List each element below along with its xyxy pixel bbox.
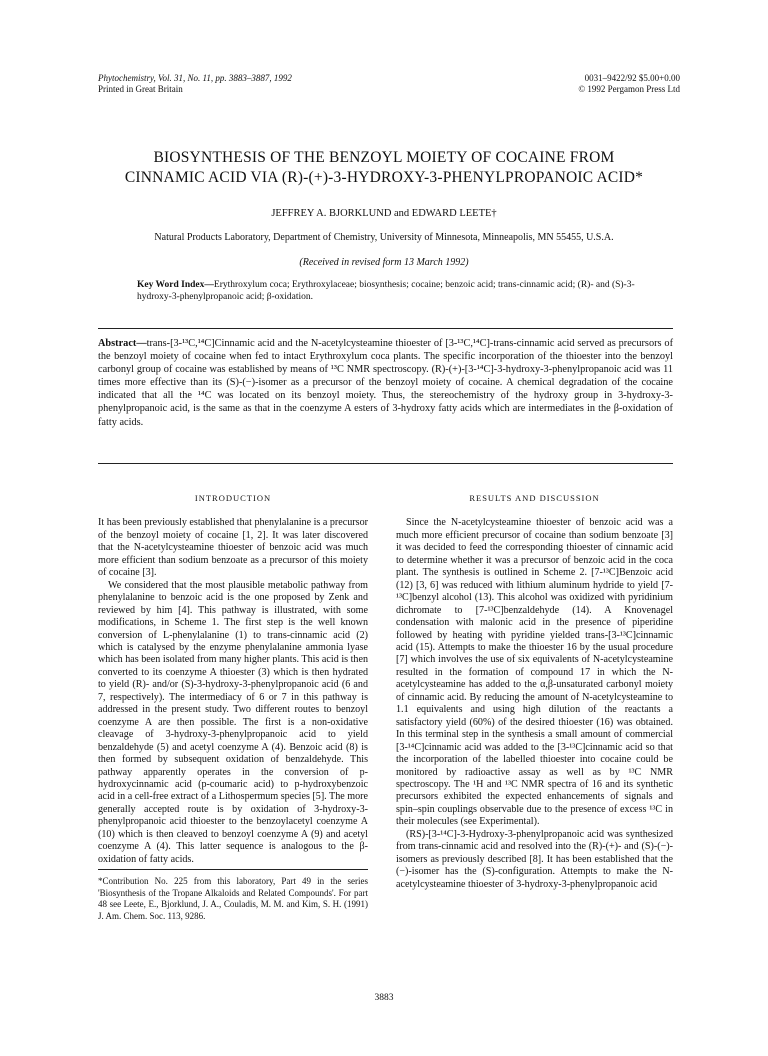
- results-heading: RESULTS AND DISCUSSION: [469, 493, 600, 503]
- footnote-rule: [98, 869, 368, 870]
- results-column: [396, 492, 673, 891]
- abstract-bottom-rule: [98, 463, 673, 464]
- results-paragraph: Since the N-acetylcysteamine thioester of benzoic acid was a much more efficient precursor of cocaine than sodium benzoate [3] it was decided to feed the corresponding thioester of cinnamic acid to determine whether it was a precursor of benzoic acid in the coca plant. The synthesis is outlined in Scheme 2. [7-¹³C]Benzoic acid (12) [3, 6] was reduced with lithium aluminum hydride to yield [7-¹³C]benzyl alcohol (13). This alcohol was oxidized with pyridinium dichromate to [7-¹³C]benzaldehyde (14). A Knovenagel condensation with malonic acid in the presence of piperidine followed by heating with pyridine yielded trans-[3-¹³C]cinnamic acid (15). Attempts to make the thioester 16 by the usual procedure [7] which involves the use of six equivalents of N-acetylcysteamine resulted in the formation of compound 17 in which the N-acetylcysteamine has added to the α,β-unsaturated carbonyl moiety of cinnamic acid. By reducing the amount of N-acetylcysteamine to 1.1 equivalents and using high dilution of the reactants a satisfactory yield (60%) of the desired thioester (16) was obtained. In this terminal step in the synthesis a small amount of commercial [3-¹⁴C]cinnamic acid was added to the [3-¹³C]cinnamic acid so that the incorporation of the labelled thioester into cocaine could be monitored by radioactive assay as well as by ¹³C NMR spectroscopy. The ¹H and ¹³C NMR spectra of 16 and its synthetic precursors exhibited the expected enhancements of signals and spin–spin couplings observable due to the presence of excess ¹³C in their molecules (see Experimental).: [396, 517, 673, 828]
- introduction-heading: INTRODUCTION: [194, 493, 272, 503]
- issn-price: 0031–9422/92 $5.00+0.00: [584, 73, 680, 83]
- keywords-text: Erythroxylum coca; Erythroxylaceae; biosynthesis; cocaine; benzoic acid; trans-cinnamic acid; (R)- and (S)-3-hydroxy-3-phenylpropanoic acid; β-oxidation.: [137, 280, 635, 302]
- title-line-1: BIOSYNTHESIS OF THE BENZOYL MOIETY OF COCAINE FROM: [153, 149, 615, 166]
- copyright: © 1992 Pergamon Press Ltd: [578, 84, 680, 94]
- abstract-label: Abstract—: [98, 338, 147, 349]
- intro-paragraph: It has been previously established that phenylalanine is a precursor of the benzoyl moiety of cocaine [1, 2]. It was later discovered that the N-acetylcysteamine thioester of benzoic acid was much more efficient than sodium benzoate as a precursor of this moiety of cocaine [3].: [98, 517, 368, 579]
- page-number: 3883: [374, 993, 394, 1003]
- copyright-block: [578, 73, 680, 95]
- abstract-text: trans-[3-¹³C,¹⁴C]Cinnamic acid and the N-acetylcysteamine thioester of [3-¹³C,¹⁴C]-trans-cinnamic acid served as precursors of the benzoyl moiety of cocaine when fed to intact Erythroxylum coca plants. The specific incorporation of the thioester into the benzoyl carbonyl group of cocaine was established by means of ¹³C NMR spectroscopy. (R)-(+)-[3-¹⁴C]-3-hydroxy-3-phenylpropanoic acid was 11 times more effective than its (S)-(−)-isomer as a precursor of the benzoyl moiety of cocaine. A chemical degradation of the cocaine indicated that all the ¹⁴C was located on its benzoyl moiety. Thus, the stereochemistry of the hydroxy group in 3-hydroxy-3-phenylpropanoic acid, is the same as that in the coenzyme A esters of 3-hydroxy fatty acids which are intermediates in the β-oxidation of fatty acids.: [98, 338, 673, 428]
- introduction-column: [98, 492, 368, 866]
- affiliation: Natural Products Laboratory, Department of Chemistry, University of Minnesota, Minneapolis, MN 55455, U.S.A.: [154, 232, 614, 243]
- article-title: [60, 148, 708, 188]
- title-line-2: CINNAMIC ACID VIA (R)-(+)-3-HYDROXY-3-PHENYLPROPANOIC ACID*: [124, 169, 644, 186]
- footnote: *Contribution No. 225 from this laboratory, Part 49 in the series 'Biosynthesis of the Tropane Alkaloids and Related Compounds'. For part 48 see Leete, E., Bjorklund, J. A., Couladis, M. M. and Kim, S. H. (1991) J. Am. Chem. Soc. 113, 9286.: [98, 876, 368, 921]
- received-date: (Received in revised form 13 March 1992): [299, 257, 469, 268]
- abstract-top-rule: [98, 328, 673, 329]
- printed-in: Printed in Great Britain: [98, 84, 183, 94]
- abstract: [98, 337, 673, 429]
- keywords: [137, 279, 657, 303]
- keywords-label: Key Word Index—: [137, 280, 214, 290]
- results-paragraph: (RS)-[3-¹⁴C]-3-Hydroxy-3-phenylpropanoic acid was synthesized from trans-cinnamic acid and resolved into the (R)-(+)- and (S)-(−)-isomers as previously described [8]. It has been established that the (−)-isomer has the (S)-configuration. Attempts to make the N-acetylcysteamine thioester of 3-hydroxy-3-phenylpropanoic acid: [396, 828, 673, 890]
- journal-citation: [98, 73, 292, 95]
- intro-paragraph: We considered that the most plausible metabolic pathway from phenylalanine to benzoic acid is the one proposed by Zenk and reviewed by him [4]. This pathway is illustrated, with some modifications, in Scheme 1. The first step is the well known conversion of L-phenylalanine (1) to trans-cinnamic acid (2) which is catalysed by the enzyme phenylalanine ammonia lyase which has been isolated from many higher plants. This acid is then converted to its coenzyme A thioester (3) which is then hydrated to yield (R)- and/or (S)-3-hydroxy-3-phenylpropanoic acid (6 and 7, respectively). The intermediacy of 6 or 7 in this pathway is addressed in the present study. Two different routes to benzoyl coenzyme A are then possible. The first is a non-oxidative cleavage of 3-hydroxy-3-phenylpropanoic acid to yield benzaldehyde (5) and acetyl coenzyme A (4). Benzoic acid (8) is then formed by subsequent oxidation of benzaldehyde. This pathway apparently operates in the conversion of p-hydroxycinnamic acid (p-coumaric acid) to p-hydroxybenzoic acid in a cell-free extract of a Lithospermum species [5]. The more generally accepted route is by oxidation of 3-hydroxy-3-phenylpropanoic acid thioester to the benzoylacetyl coenzyme A (10) which is then cleaved to benzoyl coenzyme A (9) and acetyl coenzyme A (4). This latter sequence is analogous to the β-oxidation of fatty acids.: [98, 579, 368, 865]
- authors: JEFFREY A. BJORKLUND and EDWARD LEETE†: [271, 208, 497, 219]
- journal-line: Phytochemistry, Vol. 31, No. 11, pp. 3883–3887, 1992: [98, 73, 292, 83]
